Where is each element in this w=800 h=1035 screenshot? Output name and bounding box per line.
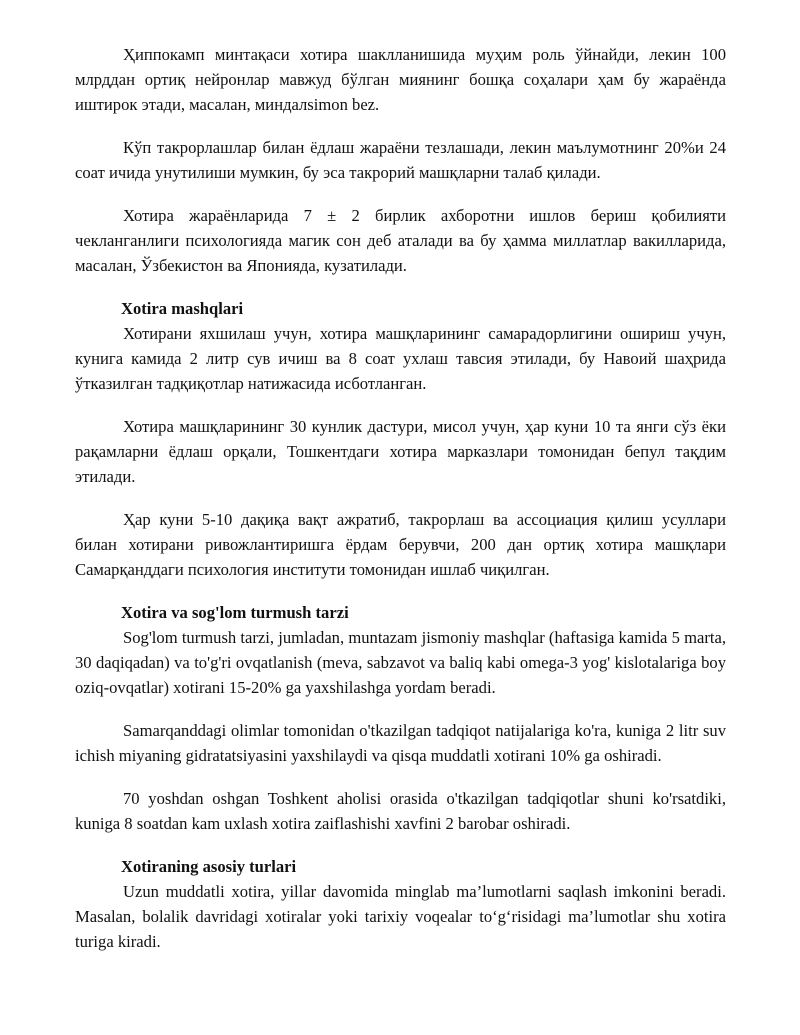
document-page	[75, 42, 726, 954]
paragraph-hippocampus: Ҳиппокамп минтақаси хотира шаклланишида муҳим роль ўйнайди, лекин 100 млрддан ортиқ нейронлар мавжуд бўлган миянинг бошқа соҳалари ҳам бу жараёнда иштирок этади, масалан, миндалsimon bez.	[75, 45, 726, 114]
paragraph-gap	[75, 489, 726, 507]
paragraph-repetition: Кўп такрорлашлар билан ёдлаш жараёни тезлашади, лекин маълумотнинг 20%и 24 соат ичида унутилиши мумкин, бу эса такрорий машқларни талаб қилади.	[75, 138, 726, 182]
paragraph-improve-memory: Хотирани яхшилаш учун, хотира машқларининг самарадорлигини ошириш учун, кунига камида 2 литр сув ичиш ва 8 соат ухлаш тавсия этилади, бу Навоий шаҳрида ўтказилган тадқиқотлар натижасида исботланган.	[75, 324, 726, 393]
paragraph-30-day-program: Хотира машқларининг 30 кунлик дастури, мисол учун, ҳар куни 10 та янги сўз ёки рақамларни ёдлаш орқали, Тошкентдаги хотира марказлари томонидан бепул тақдим этилади.	[75, 417, 726, 486]
section-heading-healthy-lifestyle: Xotira va sog'lom turmush tarzi	[121, 603, 349, 622]
section-heading-memory-exercises: Xotira mashqlari	[121, 299, 244, 318]
paragraph-gap	[75, 278, 726, 296]
paragraph-gap	[75, 700, 726, 718]
paragraph-daily-exercises: Ҳар куни 5-10 дақиқа вақт ажратиб, такрорлаш ва ассоциация қилиш усуллари билан хотирани ривожлантиришга ёрдам берувчи, 200 дан ортиқ хотира машқлари Самарқанддаги психология институти томонидан ишлаб чиқилган.	[75, 510, 726, 579]
paragraph-gap	[75, 396, 726, 414]
section-heading-memory-types: Xotiraning asosiy turlari	[121, 857, 297, 876]
paragraph-samarkand-study: Samarqanddagi olimlar tomonidan o'tkazilgan tadqiqot natijalariga ko'ra, kuniga 2 litr suv ichish miyaning gidratatsiyasini yaxshilaydi va qisqa muddatli xotirani 10% ga oshiradi.	[75, 721, 726, 765]
paragraph-magic-number: Хотира жараёнларида 7 ± 2 бирлик ахборотни ишлов бериш қобилияти чекланганлиги психологияда магик сон деб аталади ва бу ҳамма миллатлар вакилларида, масалан, Ўзбекистон ва Японияда, кузатилади.	[75, 206, 726, 275]
paragraph-gap	[75, 185, 726, 203]
paragraph-gap	[75, 768, 726, 786]
paragraph-long-term-memory: Uzun muddatli xotira, yillar davomida minglab ma’lumotlarni saqlash imkonini beradi. Masalan, bolalik davridagi xotiralar yoki tarixiy voqealar to‘g‘risidagi ma’lumotlar shu xotira turiga kiradi.	[75, 882, 726, 951]
paragraph-gap	[75, 117, 726, 135]
paragraph-healthy-lifestyle: Sog'lom turmush tarzi, jumladan, muntazam jismoniy mashqlar (haftasiga kamida 5 marta, 30 daqiqadan) va to'g'ri ovqatlanish (meva, sabzavot va baliq kabi omega-3 yog' kislotalariga boy oziq-ovqatlar) xotirani 15-20% ga yaxshilashga yordam beradi.	[75, 628, 726, 697]
paragraph-gap	[75, 582, 726, 600]
paragraph-tashkent-study: 70 yoshdan oshgan Toshkent aholisi orasida o'tkazilgan tadqiqotlar shuni ko'rsatdiki, kuniga 8 soatdan kam uxlash xotira zaiflashishi xavfini 2 barobar oshiradi.	[75, 789, 726, 833]
paragraph-gap	[75, 836, 726, 854]
